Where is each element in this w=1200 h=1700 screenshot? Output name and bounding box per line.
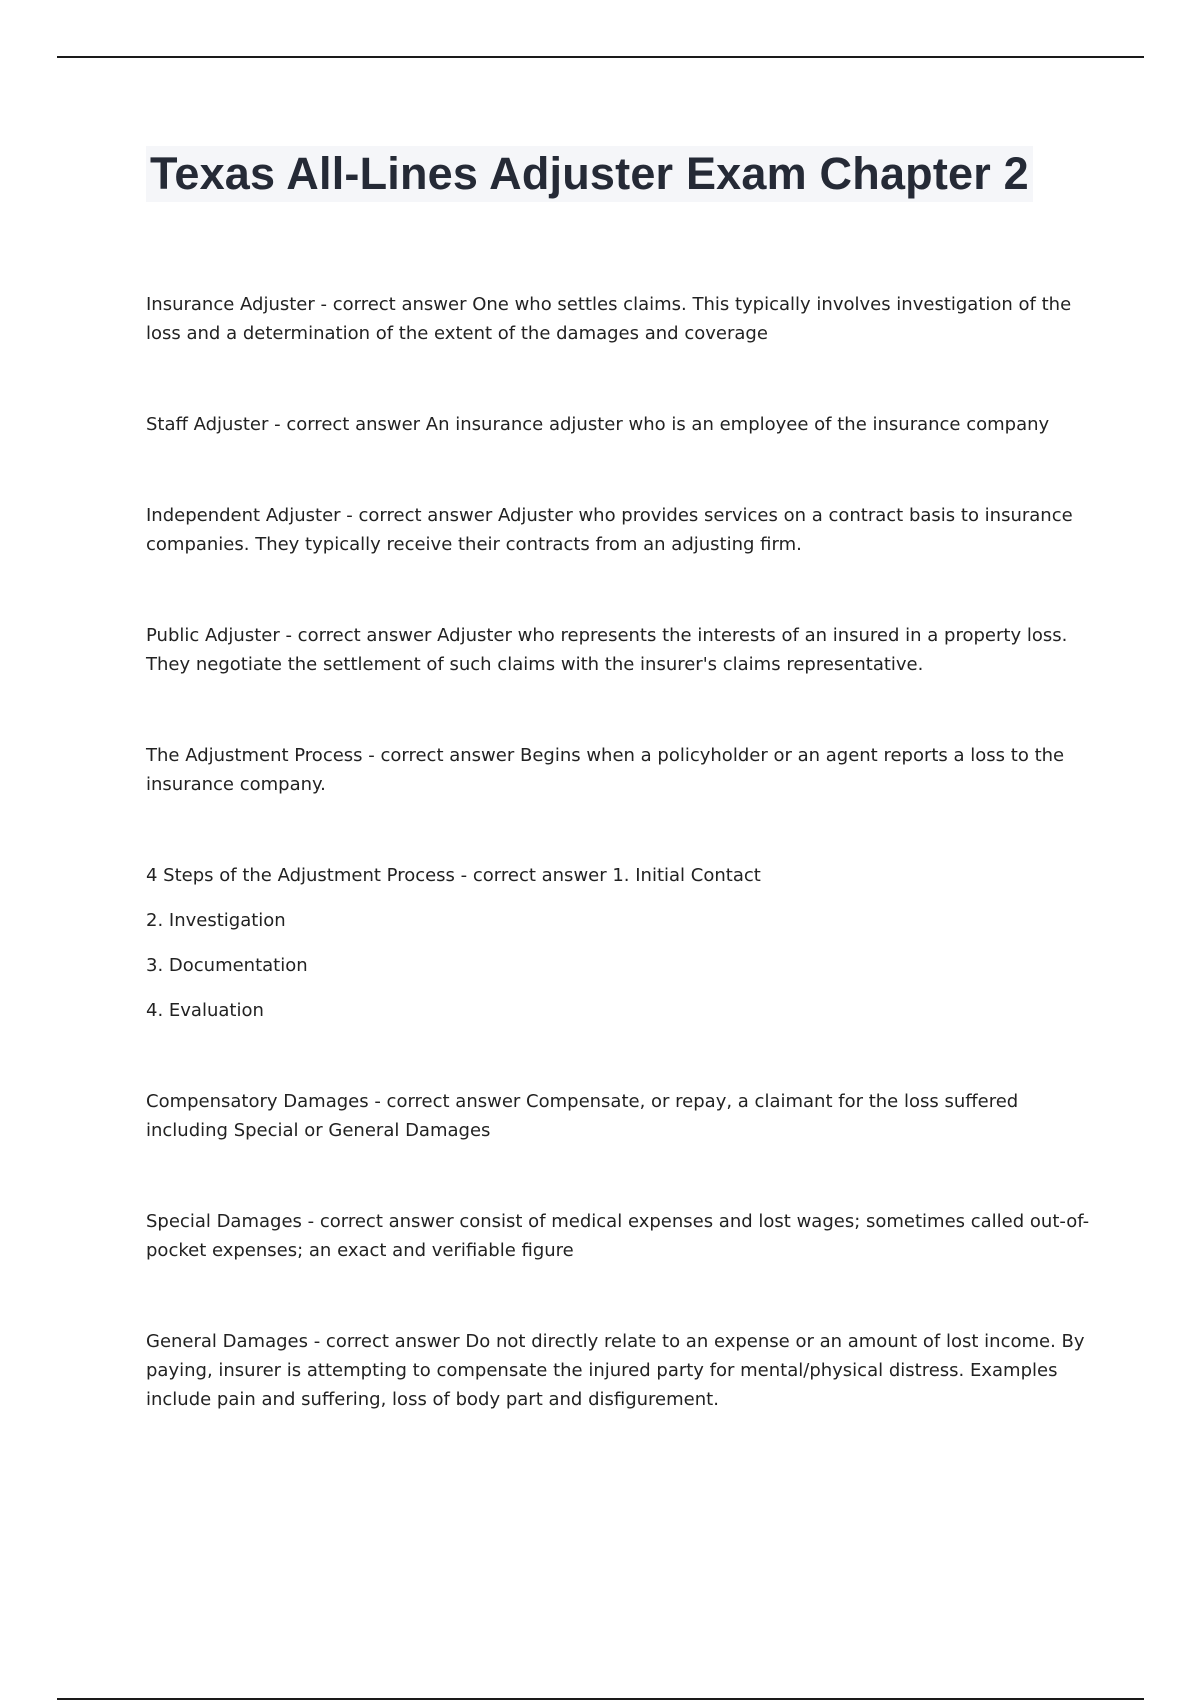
entry-special-damages: Special Damages - correct answer consist of medical expenses and lost wages; sometimes called out-of-pocket expenses; an exact and verifiable figure [146, 1211, 1090, 1261]
entry-public-adjuster: Public Adjuster - correct answer Adjuster who represents the interests of an insured in a property loss. They negotiate the settlement of such claims with the insurer's claims representative. [146, 625, 1068, 675]
steps-line-4: 4. Evaluation [146, 1000, 264, 1021]
steps-line-1: 4 Steps of the Adjustment Process - correct answer 1. Initial Contact [146, 865, 761, 886]
entry-general-damages: General Damages - correct answer Do not directly relate to an expense or an amount of lost income. By paying, insurer is attempting to compensate the injured party for mental/physical distress. Examples include pain and suffering, loss of body part and disfigurement. [146, 1331, 1085, 1410]
title-banner [146, 146, 1033, 202]
entry-insurance-adjuster: Insurance Adjuster - correct answer One who settles claims. This typically involves investigation of the loss and a determination of the extent of the damages and coverage [146, 294, 1072, 344]
entry-adjustment-process: The Adjustment Process - correct answer Begins when a policyholder or an agent reports a loss to the insurance company. [146, 745, 1065, 795]
entry-compensatory-damages: Compensatory Damages - correct answer Compensate, or repay, a claimant for the loss suffered including Special or General Damages [146, 1091, 1019, 1141]
entry-independent-adjuster: Independent Adjuster - correct answer Adjuster who provides services on a contract basis to insurance companies. They typically receive their contracts from an adjusting firm. [146, 505, 1073, 555]
entry-adjustment-steps [146, 861, 1096, 1025]
entry-staff-adjuster: Staff Adjuster - correct answer An insurance adjuster who is an employee of the insurance company [146, 414, 1050, 435]
qa-entries [146, 290, 1096, 1476]
steps-line-3: 3. Documentation [146, 955, 308, 976]
top-rule [57, 56, 1144, 58]
document-title: Texas All-Lines Adjuster Exam Chapter 2 [150, 148, 1029, 199]
steps-line-2: 2. Investigation [146, 910, 286, 931]
